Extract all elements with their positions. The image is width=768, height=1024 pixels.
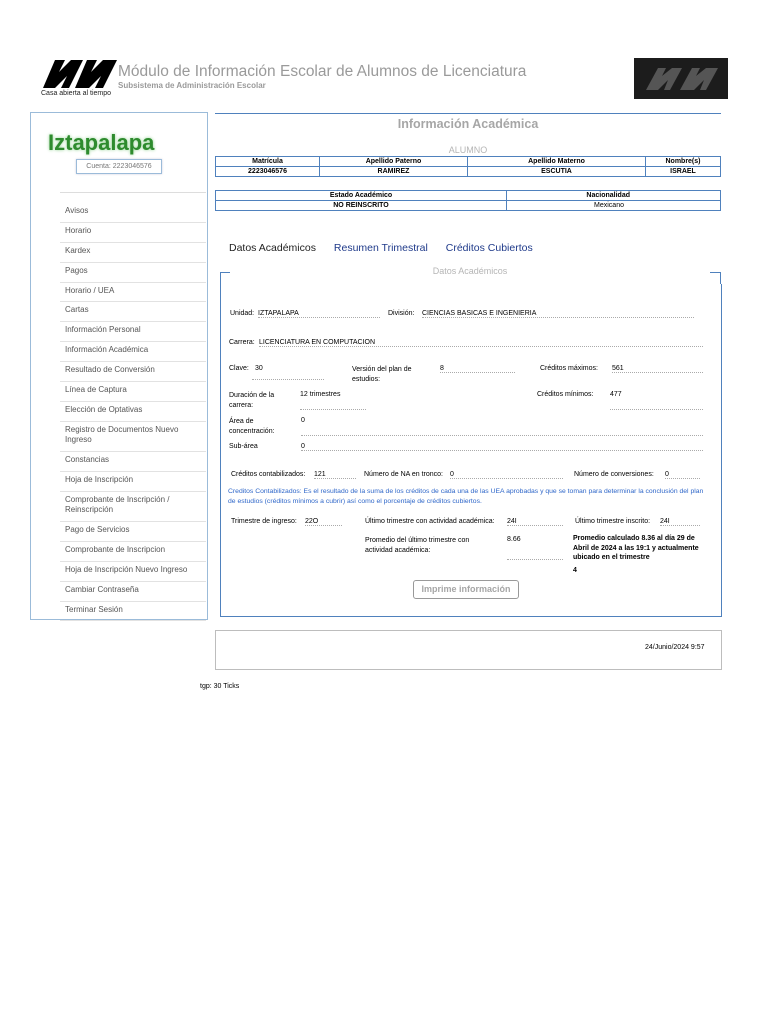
matricula-value: 2223046576	[216, 167, 320, 177]
trim-ingreso-value: 22O	[305, 518, 342, 526]
na-label: Número de NA en tronco:	[364, 471, 443, 478]
logo-tagline: Casa abierta al tiempo	[41, 90, 112, 97]
student-table	[215, 156, 721, 177]
header-title: Módulo de Información Escolar de Alumnos de Licenciatura	[118, 63, 527, 80]
sidebar-item-hoja-inscripcion[interactable]: Hoja de Inscripción	[60, 472, 206, 492]
sidebar-item-cambiar-contrasena[interactable]: Cambiar Contraseña	[60, 582, 206, 602]
sidebar-menu	[60, 203, 206, 621]
tab-bar	[229, 242, 548, 254]
apellido-materno-value: ESCUTIA	[468, 167, 646, 177]
estado-header: Estado Académico	[216, 191, 507, 201]
sidebar-item-horario-uea[interactable]: Horario / UEA	[60, 283, 206, 303]
na-value: 0	[450, 471, 563, 479]
sidebar-item-hoja-nuevo-ingreso[interactable]: Hoja de Inscripción Nuevo Ingreso	[60, 562, 206, 582]
sidebar-item-pagos[interactable]: Pagos	[60, 263, 206, 283]
conversiones-label: Número de conversiones:	[574, 471, 654, 478]
creditos-max-label: Créditos máximos:	[540, 365, 598, 372]
promedio-calculado: Promedio calculado 8.36 al día 29 de Abril de 2024 a las 19:1 y actualmente ubicado en el trimestre	[573, 535, 699, 561]
sidebar-item-eleccion-optativas[interactable]: Elección de Optativas	[60, 402, 206, 422]
estado-value: NO REINSCRITO	[216, 201, 507, 211]
creditos-cont-value: 121	[314, 471, 356, 479]
divider	[60, 192, 206, 193]
version-value: 8	[440, 365, 515, 373]
sidebar-item-cartas[interactable]: Cartas	[60, 302, 206, 322]
sidebar-item-terminar-sesion[interactable]: Terminar Sesión	[60, 602, 206, 622]
division-value: CIENCIAS BASICAS E INGENIERIA	[422, 310, 694, 318]
clave-value: 30	[255, 365, 263, 372]
account-field: Cuenta: 2223046576	[76, 159, 162, 174]
tgp-ticks: tgp: 30 Ticks	[200, 683, 240, 690]
unidad-value: IZTAPALAPA	[258, 310, 380, 318]
sidebar-item-registro-documentos[interactable]: Registro de Documentos Nuevo Ingreso	[60, 422, 206, 452]
sidebar-item-informacion-personal[interactable]: Información Personal	[60, 322, 206, 342]
ultimo-actividad-label: Último trimestre con actividad académica:	[365, 518, 495, 525]
nombres-header: Nombre(s)	[646, 157, 721, 167]
tab-resumen-trimestral[interactable]: Resumen Trimestral	[333, 242, 428, 254]
version-label: Versión del plan de estudios:	[352, 366, 412, 383]
clave-label: Clave:	[229, 365, 249, 372]
tab-datos-academicos[interactable]: Datos Académicos	[229, 242, 316, 254]
sidebar-item-constancias[interactable]: Constancias	[60, 452, 206, 472]
subarea-value: 0	[301, 443, 703, 451]
sidebar-item-avisos[interactable]: Avisos	[60, 203, 206, 223]
apellido-paterno-value: RAMIREZ	[320, 167, 468, 177]
creditos-note: Creditos Contabilizados: Es el resultado de la suma de los créditos de cada una de las UEA aprobadas y que se toman para determinar la conclusión del plan de estudios (créditos mínimos a cubrir) así como el porcentaje de créditos cubiertos.	[228, 488, 704, 505]
carrera-value: LICENCIATURA EN COMPUTACION	[259, 339, 703, 347]
sidebar-item-horario[interactable]: Horario	[60, 223, 206, 243]
area-label: Área de concentración:	[229, 418, 275, 435]
carrera-label: Carrera:	[229, 339, 255, 346]
ultimo-inscrito-value: 24I	[660, 518, 700, 526]
nacionalidad-header: Nacionalidad	[507, 191, 721, 201]
sidebar-item-pago-servicios[interactable]: Pago de Servicios	[60, 522, 206, 542]
sidebar-item-comprobante-inscripcion[interactable]: Comprobante de Inscripcion	[60, 542, 206, 562]
creditos-min-value: 477	[610, 391, 703, 410]
sidebar-item-linea-captura[interactable]: Línea de Captura	[60, 382, 206, 402]
tab-creditos-cubiertos[interactable]: Créditos Cubiertos	[445, 242, 533, 254]
duracion-label: Duración de la carrera:	[229, 392, 275, 409]
box-edge	[720, 272, 721, 284]
promedio-ultimo-value: 8.66	[507, 536, 563, 560]
alumno-label: ALUMNO	[448, 145, 488, 155]
trimestre-actual: 4	[573, 567, 577, 574]
sidebar-item-kardex[interactable]: Kardex	[60, 243, 206, 263]
main-top-border	[215, 113, 721, 114]
status-table	[215, 190, 721, 211]
header-subtitle: Subsistema de Administración Escolar	[118, 81, 266, 90]
creditos-max-value: 561	[612, 365, 703, 373]
division-label: División:	[388, 310, 415, 317]
duracion-value: 12 trimestres	[300, 391, 366, 410]
unidad-label: Unidad:	[230, 310, 255, 317]
footer-datetime: 24/Junio/2024 9:57	[645, 644, 705, 651]
promedio-ultimo-label: Promedio del último trimestre con actividad académica:	[365, 537, 470, 554]
subarea-label: Sub-área	[229, 443, 258, 450]
nacionalidad-value: Mexicano	[507, 201, 721, 211]
apellido-paterno-header: Apellido Paterno	[320, 157, 468, 167]
area-value: 0	[301, 417, 703, 436]
creditos-cont-label: Créditos contabilizados:	[231, 471, 306, 478]
nombres-value: ISRAEL	[646, 167, 721, 177]
sidebar-item-comprobante-reinscripcion[interactable]: Comprobante de Inscripción / Reinscripción	[60, 492, 206, 522]
trim-ingreso-label: Trimestre de ingreso:	[231, 518, 297, 525]
section-title: Datos Académicos	[432, 266, 508, 276]
campus-title: Iztapalapa	[48, 130, 155, 155]
apellido-materno-header: Apellido Materno	[468, 157, 646, 167]
ultimo-actividad-value: 24I	[507, 518, 563, 526]
print-button[interactable]: Imprime información	[413, 580, 519, 599]
ultimo-inscrito-label: Último trimestre inscrito:	[575, 518, 651, 525]
creditos-min-label: Créditos mínimos:	[537, 391, 594, 398]
page-title: Información Académica	[397, 117, 539, 131]
matricula-header: Matrícula	[216, 157, 320, 167]
sidebar-item-resultado-conversion[interactable]: Resultado de Conversión	[60, 362, 206, 382]
uam-logo-right	[634, 58, 728, 99]
conversiones-value: 0	[665, 471, 700, 479]
dots	[252, 379, 324, 380]
sidebar-item-informacion-academica[interactable]: Información Académica	[60, 342, 206, 362]
